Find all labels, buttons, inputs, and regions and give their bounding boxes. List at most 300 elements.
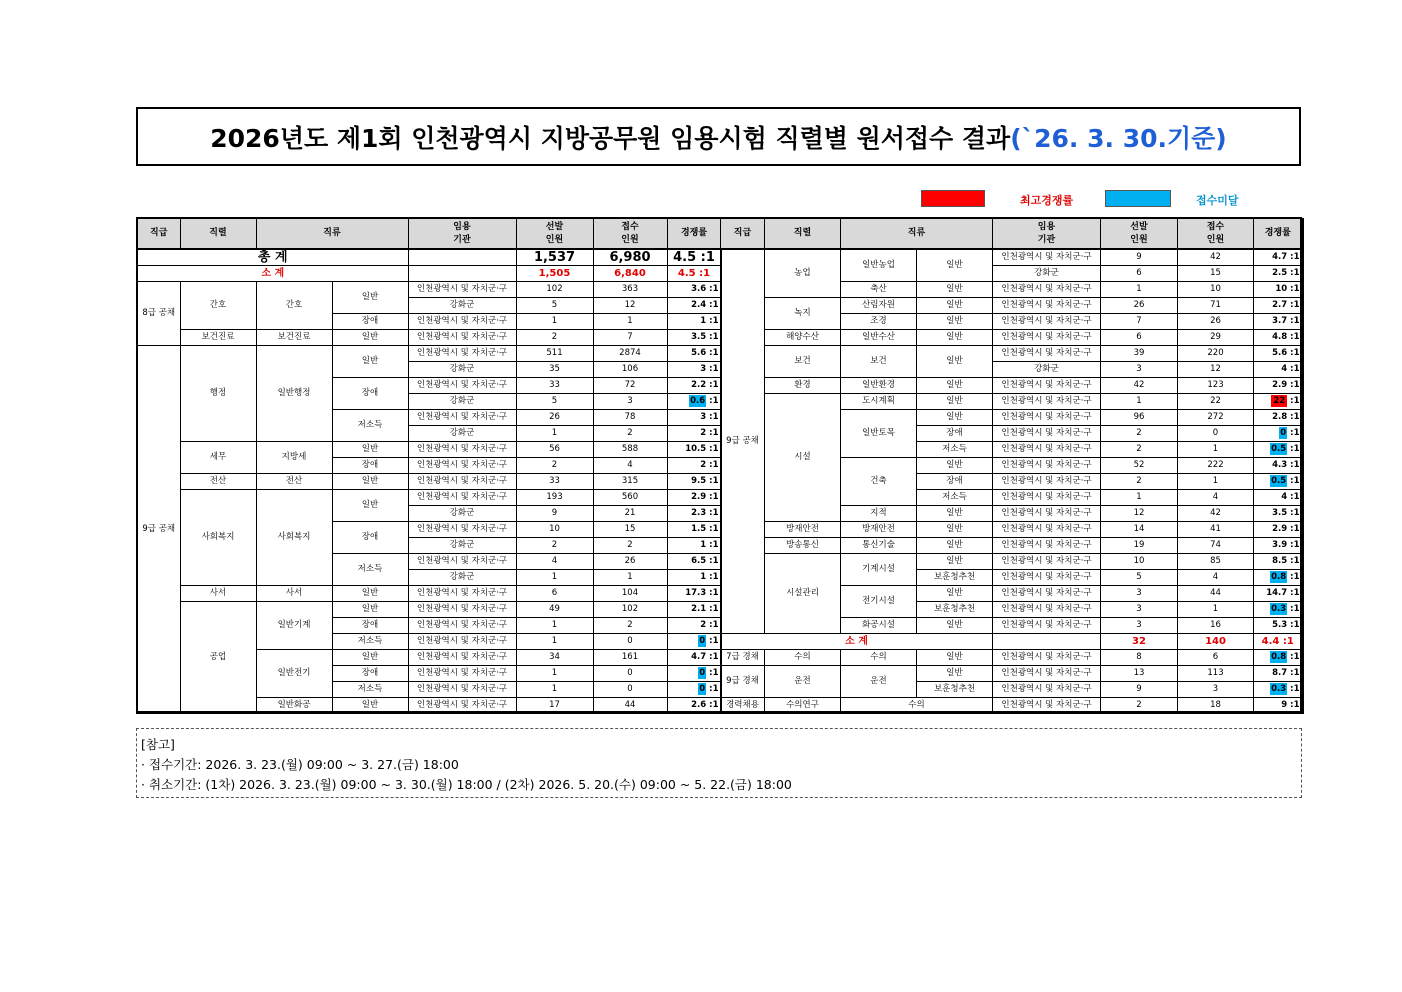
ratio-value: 0 <box>699 668 706 679</box>
ratio-value: 0.3 <box>1271 604 1287 615</box>
ratio-suffix: :1 <box>1290 396 1300 407</box>
ratio-value: 17.3 <box>685 588 707 599</box>
class-cell: 일반화공 <box>256 698 332 714</box>
app-cell: 41 <box>1178 522 1254 538</box>
type-cell: 일반 <box>917 298 993 314</box>
org-cell: 인천광역시 및 자치군·구 <box>993 666 1101 682</box>
org-cell: 인천광역시 및 자치군·구 <box>408 554 516 570</box>
app-cell: 15 <box>593 522 667 538</box>
ratio-cell <box>667 538 721 554</box>
series-cell: 방재안전 <box>765 522 841 538</box>
ratio-suffix: :1 <box>709 604 719 615</box>
table-row <box>137 474 721 490</box>
app-cell: 0 <box>593 682 667 698</box>
ratio-suffix: :1 <box>1290 668 1300 679</box>
class-cell: 일반수산 <box>841 330 917 346</box>
table-row <box>721 538 1303 554</box>
ratio-value: 2.8 <box>1272 412 1288 423</box>
ratio-cell <box>667 298 721 314</box>
legend-low-label: 접수미달 <box>1196 194 1239 207</box>
org-cell: 강화군 <box>408 362 516 378</box>
type-cell: 장애 <box>332 618 408 634</box>
ratio-value: 1.5 <box>691 524 707 535</box>
type-cell: 일반 <box>917 506 993 522</box>
ratio-value: 4.8 <box>1272 332 1288 343</box>
header-org-1: 임용 <box>453 222 471 233</box>
app-cell: 42 <box>1178 249 1254 266</box>
org-cell: 인천광역시 및 자치군·구 <box>993 346 1101 362</box>
ratio-value: 5.3 <box>1272 620 1288 631</box>
header-sel <box>1101 219 1178 250</box>
type-cell: 일반 <box>332 330 408 346</box>
class-cell: 일반토목 <box>841 410 917 458</box>
ratio-cell <box>667 394 721 410</box>
header-app-1: 접수 <box>621 222 639 233</box>
type-cell: 장애 <box>332 378 408 410</box>
ratio-value: 0 <box>1280 428 1287 439</box>
org-cell: 인천광역시 및 자치군·구 <box>408 490 516 506</box>
app-cell: 315 <box>593 474 667 490</box>
header-series: 직렬 <box>765 219 841 250</box>
type-cell: 일반 <box>332 282 408 314</box>
app-cell: 104 <box>593 586 667 602</box>
org-cell: 인천광역시 및 자치군·구 <box>408 618 516 634</box>
ratio-value: 3 <box>700 364 707 375</box>
org-cell: 인천광역시 및 자치군·구 <box>993 282 1101 298</box>
class-cell: 사회복지 <box>256 490 332 586</box>
ratio-cell <box>1254 554 1303 570</box>
sel-cell: 3 <box>1101 362 1178 378</box>
ratio-value: 1 <box>700 316 707 327</box>
app-cell: 72 <box>593 378 667 394</box>
org-cell: 인천광역시 및 자치군·구 <box>993 330 1101 346</box>
sel-cell: 14 <box>1101 522 1178 538</box>
ratio-cell <box>1254 266 1303 282</box>
header-org <box>408 219 516 250</box>
ratio-value: 2.9 <box>1272 380 1288 391</box>
org-cell: 인천광역시 및 자치군·구 <box>993 394 1101 410</box>
total-sel: 1,537 <box>516 249 593 266</box>
ratio-cell <box>1254 522 1303 538</box>
org-cell: 인천광역시 및 자치군·구 <box>408 634 516 650</box>
app-cell: 6 <box>1178 650 1254 666</box>
ratio-cell <box>667 602 721 618</box>
org-cell: 인천광역시 및 자치군·구 <box>993 474 1101 490</box>
sel-cell: 7 <box>1101 314 1178 330</box>
app-cell: 1 <box>1178 442 1254 458</box>
header-org <box>993 219 1101 250</box>
ratio-suffix: :1 <box>1290 540 1300 551</box>
series-cell: 보건진료 <box>180 330 256 346</box>
header-class: 직류 <box>841 219 993 250</box>
org-cell: 인천광역시 및 자치군·구 <box>993 490 1101 506</box>
right-subtotal-org <box>993 634 1101 650</box>
app-cell: 42 <box>1178 506 1254 522</box>
sel-cell: 9 <box>516 506 593 522</box>
sel-cell: 1 <box>516 666 593 682</box>
ratio-cell <box>1254 586 1303 602</box>
app-cell: 12 <box>593 298 667 314</box>
notes-heading: [참고] <box>141 737 175 752</box>
header-app-2: 인원 <box>621 234 639 245</box>
sel-cell: 511 <box>516 346 593 362</box>
legend <box>0 190 1402 208</box>
app-cell: 2874 <box>593 346 667 362</box>
right-subtotal-label: 소 계 <box>721 634 993 650</box>
series-cell: 운전 <box>765 666 841 698</box>
type-cell: 일반 <box>917 458 993 474</box>
class-cell: 일반기계 <box>256 602 332 650</box>
ratio-suffix: :1 <box>1290 652 1300 663</box>
app-cell: 222 <box>1178 458 1254 474</box>
sel-cell: 1 <box>1101 282 1178 298</box>
org-cell: 인천광역시 및 자치군·구 <box>993 602 1101 618</box>
series-cell: 시설관리 <box>765 554 841 634</box>
app-cell: 113 <box>1178 666 1254 682</box>
type-cell: 일반 <box>332 346 408 378</box>
type-cell: 저소득 <box>332 634 408 650</box>
ratio-cell <box>667 282 721 298</box>
ratio-value: 2.9 <box>691 492 707 503</box>
sel-cell: 5 <box>516 298 593 314</box>
type-cell: 장애 <box>332 458 408 474</box>
type-cell: 장애 <box>332 522 408 554</box>
header-sel-1: 선발 <box>1130 222 1148 233</box>
class-cell: 운전 <box>841 666 917 698</box>
sel-cell: 12 <box>1101 506 1178 522</box>
ratio-suffix: :1 <box>1290 428 1300 439</box>
org-cell: 인천광역시 및 자치군·구 <box>408 698 516 714</box>
ratio-value: 2 <box>700 460 707 471</box>
sel-cell: 13 <box>1101 666 1178 682</box>
ratio-value: 2.9 <box>1272 524 1288 535</box>
grade-cell: 9급 공채 <box>137 346 180 714</box>
ratio-suffix: :1 <box>1290 508 1300 519</box>
org-cell: 인천광역시 및 자치군·구 <box>993 378 1101 394</box>
legend-high-swatch <box>921 190 985 207</box>
right-subtotal-ratio: 4.4 :1 <box>1254 634 1303 650</box>
sel-cell: 52 <box>1101 458 1178 474</box>
class-cell: 건축 <box>841 458 917 506</box>
class-cell: 일반전기 <box>256 650 332 698</box>
app-cell: 2 <box>593 426 667 442</box>
app-cell: 78 <box>593 410 667 426</box>
org-cell: 강화군 <box>408 298 516 314</box>
app-cell: 161 <box>593 650 667 666</box>
header-org-1: 임용 <box>1037 222 1056 233</box>
org-cell: 강화군 <box>408 426 516 442</box>
series-cell: 환경 <box>765 378 841 394</box>
ratio-suffix: :1 <box>1290 524 1300 535</box>
ratio-value: 1 <box>700 540 707 551</box>
ratio-cell <box>1254 698 1303 714</box>
ratio-value: 3.5 <box>691 332 707 343</box>
org-cell: 인천광역시 및 자치군·구 <box>993 570 1101 586</box>
header-app <box>1178 219 1254 250</box>
sel-cell: 42 <box>1101 378 1178 394</box>
app-cell: 1 <box>1178 602 1254 618</box>
class-cell: 수의 <box>841 650 917 666</box>
ratio-suffix: :1 <box>709 700 719 711</box>
app-cell: 26 <box>1178 314 1254 330</box>
type-cell: 일반 <box>917 410 993 426</box>
org-cell: 인천광역시 및 자치군·구 <box>408 474 516 490</box>
title-main: 2026년도 제1회 인천광역시 지방공무원 임용시험 직렬별 원서접수 결과 <box>210 123 1011 153</box>
series-cell: 공업 <box>180 602 256 714</box>
sel-cell: 1 <box>516 314 593 330</box>
app-cell: 18 <box>1178 698 1254 714</box>
type-cell: 장애 <box>332 314 408 330</box>
org-cell: 인천광역시 및 자치군·구 <box>408 586 516 602</box>
org-cell: 인천광역시 및 자치군·구 <box>993 650 1101 666</box>
ratio-suffix: :1 <box>709 636 719 647</box>
ratio-value: 6.5 <box>691 556 707 567</box>
header-org-2: 기관 <box>453 234 471 245</box>
ratio-suffix: :1 <box>709 524 719 535</box>
app-cell: 15 <box>1178 266 1254 282</box>
sel-cell: 3 <box>1101 618 1178 634</box>
app-cell: 0 <box>593 634 667 650</box>
ratio-suffix: :1 <box>709 284 719 295</box>
legend-low-swatch <box>1105 190 1171 207</box>
table-row <box>721 698 1303 714</box>
ratio-suffix: :1 <box>709 316 719 327</box>
ratio-suffix: :1 <box>1290 476 1300 487</box>
app-cell: 1 <box>593 570 667 586</box>
org-cell: 인천광역시 및 자치군·구 <box>408 522 516 538</box>
sel-cell: 6 <box>516 586 593 602</box>
ratio-suffix: :1 <box>709 684 719 695</box>
notes-line-cancel: · 취소기간: (1차) 2026. 3. 23.(월) 09:00 ~ 3. 30.(월) 18:00 / (2차) 2026. 5. 20.(수) 09:00 ~ 5. 22.(금) 18:00 <box>141 777 792 792</box>
ratio-suffix: :1 <box>709 364 719 375</box>
ratio-cell <box>667 314 721 330</box>
ratio-value: 4.7 <box>1272 252 1288 263</box>
ratio-value: 0.8 <box>1271 572 1287 583</box>
ratio-value: 10 <box>1275 284 1288 295</box>
subtotal-row <box>137 266 721 282</box>
class-cell: 간호 <box>256 282 332 330</box>
ratio-cell <box>1254 682 1303 698</box>
ratio-value: 4 <box>1281 364 1288 375</box>
total-ratio: 4.5 :1 <box>667 249 721 266</box>
type-cell: 일반 <box>332 602 408 618</box>
sel-cell: 5 <box>516 394 593 410</box>
ratio-value: 5.6 <box>691 348 707 359</box>
total-label: 총 계 <box>137 249 408 266</box>
ratio-suffix: :1 <box>709 412 719 423</box>
sel-cell: 6 <box>1101 266 1178 282</box>
sel-cell: 26 <box>1101 298 1178 314</box>
right-subtotal-app: 140 <box>1178 634 1254 650</box>
ratio-suffix: :1 <box>709 332 719 343</box>
ratio-value: 5.6 <box>1272 348 1288 359</box>
app-cell: 220 <box>1178 346 1254 362</box>
ratio-suffix: :1 <box>709 556 719 567</box>
ratio-value: 9 <box>1281 700 1288 711</box>
org-cell: 인천광역시 및 자치군·구 <box>993 618 1101 634</box>
ratio-value: 0.3 <box>1271 684 1287 695</box>
ratio-suffix: :1 <box>1290 588 1300 599</box>
type-cell: 장애 <box>917 474 993 490</box>
ratio-value: 4 <box>1281 492 1288 503</box>
right-subtotal-sel: 32 <box>1101 634 1178 650</box>
series-cell: 보건 <box>765 346 841 378</box>
sel-cell: 1 <box>1101 394 1178 410</box>
legend-high-label: 최고경쟁률 <box>1020 194 1074 207</box>
org-cell: 강화군 <box>408 506 516 522</box>
ratio-cell <box>1254 378 1303 394</box>
app-cell: 2 <box>593 538 667 554</box>
ratio-suffix: :1 <box>1290 268 1300 279</box>
app-cell: 26 <box>593 554 667 570</box>
ratio-suffix: :1 <box>1290 684 1300 695</box>
type-cell: 일반 <box>332 474 408 490</box>
sel-cell: 1 <box>516 618 593 634</box>
right-header-row <box>721 219 1303 250</box>
class-cell: 보건진료 <box>256 330 332 346</box>
ratio-suffix: :1 <box>1290 604 1300 615</box>
table-row <box>721 394 1303 410</box>
right-subtotal-row <box>721 634 1303 650</box>
ratio-value: 2.3 <box>691 508 707 519</box>
ratio-value: 14.7 <box>1266 588 1288 599</box>
table-row <box>137 586 721 602</box>
org-cell: 강화군 <box>993 362 1101 378</box>
type-cell: 저소득 <box>332 682 408 698</box>
subtotal-ratio: 4.5 :1 <box>667 266 721 282</box>
sel-cell: 2 <box>516 538 593 554</box>
class-cell: 보건 <box>841 346 917 378</box>
ratio-suffix: :1 <box>1290 444 1300 455</box>
app-cell: 102 <box>593 602 667 618</box>
header-org-2: 기관 <box>1037 234 1056 245</box>
grade-cell: 경력채용 <box>721 698 765 714</box>
class-cell: 일반환경 <box>841 378 917 394</box>
ratio-value: 9.5 <box>691 476 707 487</box>
type-cell: 일반 <box>917 330 993 346</box>
sel-cell: 4 <box>516 554 593 570</box>
header-sel-2: 인원 <box>1130 234 1148 245</box>
ratio-cell <box>1254 490 1303 506</box>
ratio-suffix: :1 <box>709 428 719 439</box>
ratio-value: 2.7 <box>1272 300 1288 311</box>
sel-cell: 9 <box>1101 249 1178 266</box>
type-cell: 저소득 <box>332 410 408 442</box>
app-cell: 7 <box>593 330 667 346</box>
right-table <box>720 218 1304 714</box>
sel-cell: 19 <box>1101 538 1178 554</box>
ratio-cell <box>1254 394 1303 410</box>
type-cell: 일반 <box>917 538 993 554</box>
ratio-cell <box>1254 666 1303 682</box>
sel-cell: 2 <box>1101 442 1178 458</box>
app-cell: 1 <box>1178 474 1254 490</box>
ratio-suffix: :1 <box>709 300 719 311</box>
ratio-suffix: :1 <box>709 396 719 407</box>
class-cell: 축산 <box>841 282 917 298</box>
app-cell: 10 <box>1178 282 1254 298</box>
org-cell: 인천광역시 및 자치군·구 <box>408 330 516 346</box>
ratio-value: 2 <box>700 620 707 631</box>
sel-cell: 33 <box>516 474 593 490</box>
ratio-value: 3 <box>700 412 707 423</box>
ratio-cell <box>1254 362 1303 378</box>
series-cell: 행정 <box>180 346 256 442</box>
ratio-suffix: :1 <box>1290 300 1300 311</box>
class-cell: 수의 <box>841 698 993 714</box>
org-cell: 인천광역시 및 자치군·구 <box>408 666 516 682</box>
org-cell: 강화군 <box>408 538 516 554</box>
ratio-cell <box>1254 570 1303 586</box>
series-cell: 사서 <box>180 586 256 602</box>
app-cell: 71 <box>1178 298 1254 314</box>
type-cell: 저소득 <box>917 490 993 506</box>
table-row <box>137 602 721 618</box>
sel-cell: 39 <box>1101 346 1178 362</box>
org-cell: 인천광역시 및 자치군·구 <box>408 346 516 362</box>
ratio-cell <box>667 522 721 538</box>
type-cell: 일반 <box>917 282 993 298</box>
ratio-value: 4.3 <box>1272 460 1288 471</box>
left-table-body <box>137 219 721 714</box>
ratio-value: 8.7 <box>1272 668 1288 679</box>
table-row <box>721 346 1303 362</box>
type-cell: 장애 <box>917 426 993 442</box>
app-cell: 4 <box>1178 570 1254 586</box>
app-cell: 106 <box>593 362 667 378</box>
ratio-value: 2.1 <box>691 604 707 615</box>
ratio-value: 3.6 <box>691 284 707 295</box>
ratio-cell <box>667 554 721 570</box>
ratio-cell <box>1254 249 1303 266</box>
ratio-cell <box>667 586 721 602</box>
ratio-suffix: :1 <box>1290 332 1300 343</box>
class-cell: 전산 <box>256 474 332 490</box>
ratio-value: 3.5 <box>1272 508 1288 519</box>
left-table <box>136 218 722 714</box>
ratio-cell <box>667 346 721 362</box>
org-cell: 인천광역시 및 자치군·구 <box>408 378 516 394</box>
org-cell: 인천광역시 및 자치군·구 <box>408 282 516 298</box>
sel-cell: 6 <box>1101 330 1178 346</box>
ratio-value: 4.7 <box>691 652 707 663</box>
ratio-cell <box>667 474 721 490</box>
type-cell: 보훈청추천 <box>917 602 993 618</box>
type-cell: 일반 <box>332 650 408 666</box>
app-cell: 4 <box>1178 490 1254 506</box>
sel-cell: 193 <box>516 490 593 506</box>
app-cell: 16 <box>1178 618 1254 634</box>
ratio-cell <box>1254 506 1303 522</box>
type-cell: 보훈청추천 <box>917 570 993 586</box>
type-cell: 장애 <box>332 666 408 682</box>
org-cell: 인천광역시 및 자치군·구 <box>993 522 1101 538</box>
org-cell: 인천광역시 및 자치군·구 <box>993 554 1101 570</box>
sel-cell: 2 <box>516 330 593 346</box>
header-app <box>593 219 667 250</box>
org-cell: 인천광역시 및 자치군·구 <box>993 586 1101 602</box>
ratio-cell <box>667 330 721 346</box>
ratio-suffix: :1 <box>1290 348 1300 359</box>
app-cell: 22 <box>1178 394 1254 410</box>
sel-cell: 1 <box>516 426 593 442</box>
ratio-cell <box>1254 538 1303 554</box>
subtotal-sel: 1,505 <box>516 266 593 282</box>
sel-cell: 96 <box>1101 410 1178 426</box>
ratio-value: 0.5 <box>1271 444 1287 455</box>
ratio-suffix: :1 <box>709 348 719 359</box>
grade-cell: 9급 경채 <box>721 666 765 698</box>
